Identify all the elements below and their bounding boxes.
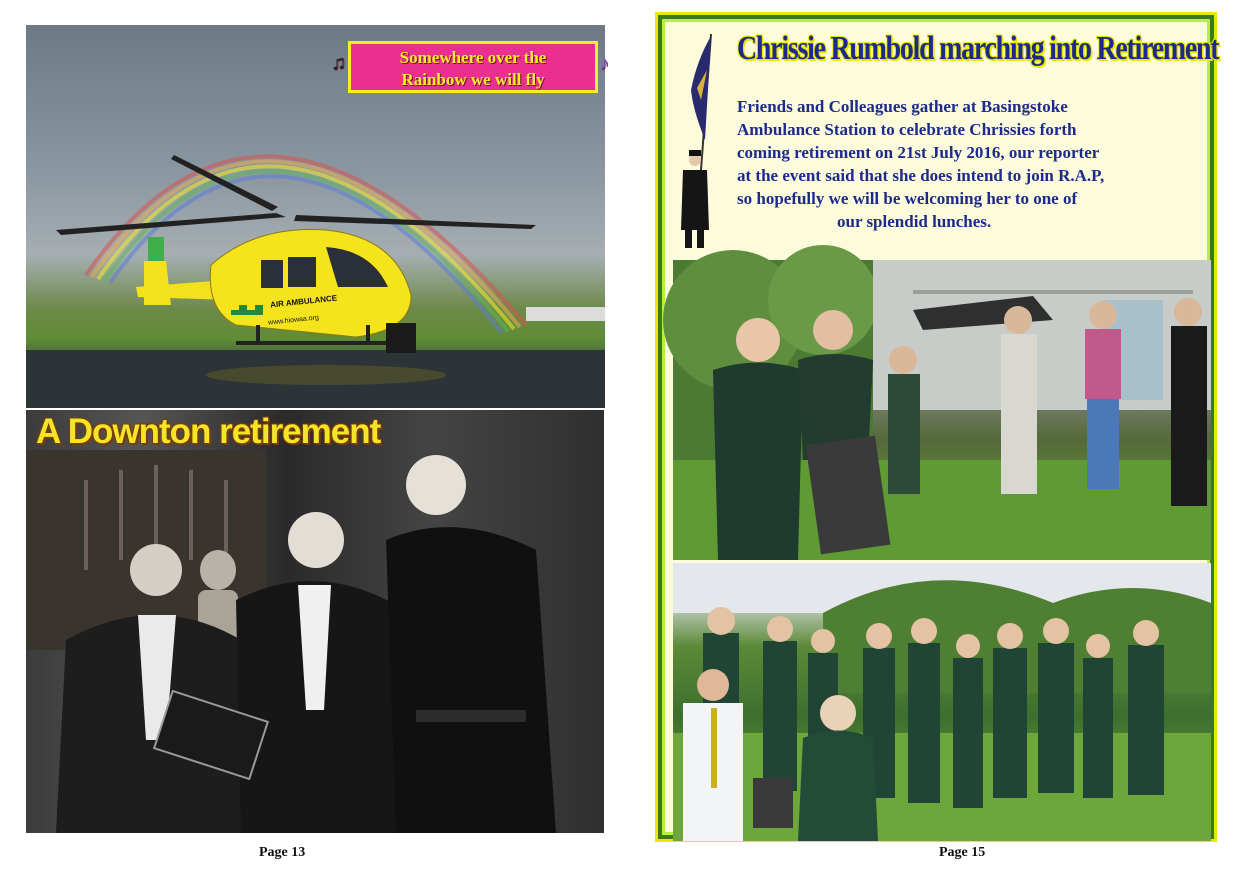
helicopter-website-text: www.hiowaa.org — [267, 314, 320, 327]
article-line: Friends and Colleagues gather at Basingstoke — [737, 97, 1068, 116]
page-15 — [617, 0, 1234, 872]
rainbow-banner-line1: Somewhere over the — [399, 48, 547, 67]
article-line: so hopefully we will be welcoming her to one of — [737, 189, 1078, 208]
page-number-15: Page 15 — [939, 845, 986, 860]
article-frame — [655, 12, 1217, 842]
article-line: our splendid lunches. — [837, 212, 992, 231]
helicopter-photo — [26, 25, 609, 408]
downton-retirement-title: A Downton retirement — [36, 412, 381, 451]
group-photo-illustration — [673, 563, 1211, 841]
page-number-13: Page 13 — [259, 845, 306, 860]
article-panel — [662, 19, 1219, 835]
rainbow-banner — [331, 41, 609, 93]
music-note-icon: ♫ — [331, 52, 346, 74]
downton-retirement-photo — [26, 410, 604, 833]
downton-illustration — [26, 410, 604, 833]
rainbow-banner-line2: Rainbow we will fly — [401, 70, 545, 89]
garden-party-photo — [673, 260, 1211, 560]
article-line: coming retirement on 21st July 2016, our reporter — [737, 143, 1100, 162]
group-photo — [673, 563, 1211, 841]
article-line: Ambulance Station to celebrate Chrissies forth — [737, 120, 1077, 139]
article-body — [737, 95, 1207, 233]
article-title: Chrissie Rumbold marching into Retirement — [737, 30, 1219, 67]
music-note-icon: ♪ — [599, 52, 609, 74]
garden-party-illustration — [673, 260, 1211, 560]
helicopter-livery-text: AIR AMBULANCE — [269, 293, 338, 310]
article-line: at the event said that she does intend to join R.A.P, — [737, 166, 1105, 185]
flag-bearer-figure — [671, 30, 733, 256]
